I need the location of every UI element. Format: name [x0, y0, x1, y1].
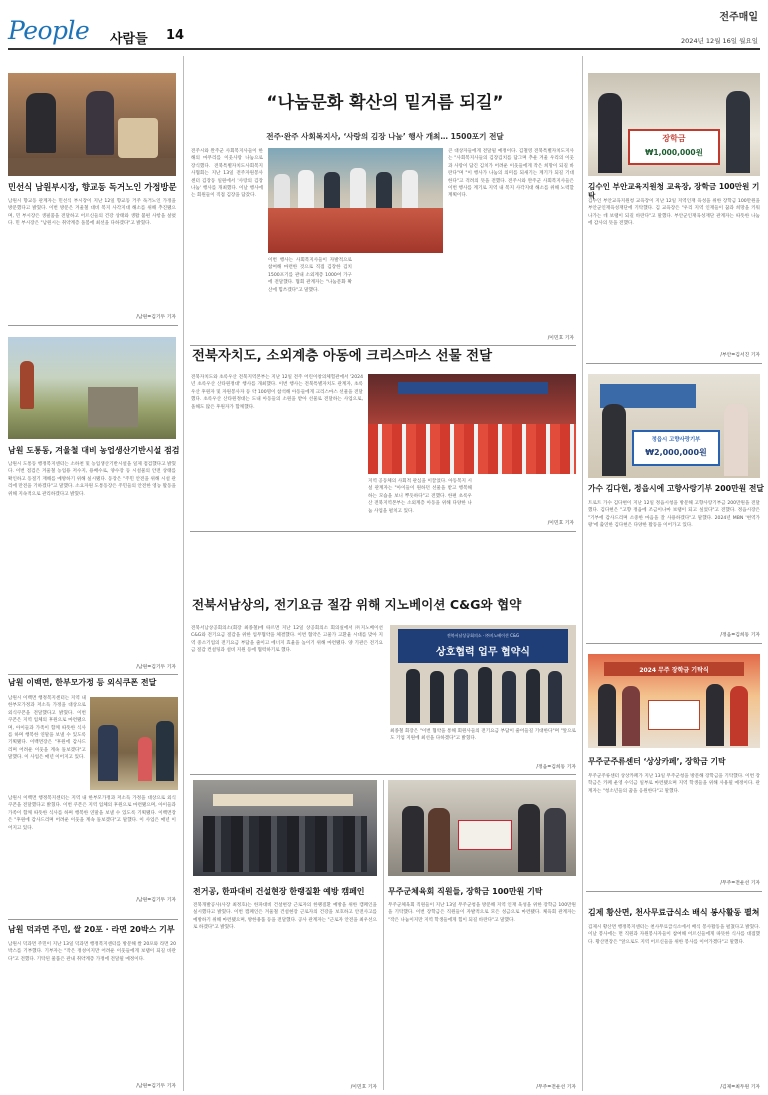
- byline-right-2: /정읍=김희동 기자: [720, 633, 760, 638]
- photo-sports-scholarship: [388, 780, 576, 876]
- headline-bottom-1: 전거공, 한파대비 건설현장 한랭질환 예방 캠페인: [193, 887, 365, 896]
- photo-cold-campaign: [193, 780, 377, 876]
- byline-left-4: /남원=김기두 기자: [136, 1084, 176, 1089]
- byline-bottom-1: /이민호 기자: [350, 1085, 377, 1090]
- photo-education-scholarship: [588, 73, 760, 176]
- byline-left-2: /남원=김기두 기자: [136, 665, 176, 670]
- byline-bottom-2: /무주=전운선 기자: [536, 1085, 576, 1090]
- byline-left-1: /남원=김기두 기자: [136, 315, 176, 320]
- section-logo: People: [8, 16, 90, 45]
- check-label-1: 장학금: [662, 134, 686, 143]
- byline-left-3: /남원=김기두 기자: [136, 898, 176, 903]
- byline-right-3: /무주=전운선 기자: [720, 881, 760, 886]
- headline-bottom-3: 김제 황산면, 천사무료급식소 배식 봉사활동 펼쳐: [588, 908, 760, 917]
- body-right-3: 무주군주류센터 상상카페가 지난 13일 무주군청을 방문해 장학금을 기탁했다. 이번 장학금은 카페 운영 수익금 일부로 마련됐으며 지역 학생들을 위해 사용될 예정이다. 관계자는 "청소년들의 꿈을 응원한다"고 말했다.: [588, 774, 760, 794]
- headline-left-3: 남원 이백면, 한부모가정 등 외식쿠폰 전달: [8, 678, 157, 687]
- headline-right-2: 가수 김다현, 정읍시에 고향사랑기부 200만원 전달: [588, 484, 764, 493]
- check-amount-1: ₩1,000,000원: [645, 148, 703, 157]
- check-board-2: [632, 430, 720, 466]
- cafe-banner-text: 2024 무주 장학금 기탁식: [639, 667, 709, 674]
- mou-banner-org: 전북서남상공회의소 · ㈜지노베이션 C&G: [446, 633, 520, 638]
- photo-kimchi-event: [268, 148, 443, 253]
- mou-banner-title: 상호협력 업무 협약식: [436, 647, 530, 658]
- paper-name: 전주매일: [719, 12, 758, 23]
- photo-cafe-scholarship: [588, 654, 760, 748]
- headline-bottom-2: 무주군체육회 직원들, 장학금 100만원 기탁: [388, 887, 543, 896]
- check-label-2: 정읍시 고향사랑기부: [651, 437, 701, 443]
- photo-singer-donation: [588, 374, 760, 478]
- photo-coupon-delivery: [90, 697, 178, 790]
- body-left-3-cont: 남원시 이백면 행정복지센터는 지역 내 한부모가정과 저소득 가정을 대상으로 외식쿠폰을 전달했다고 밝혔다. 이번 쿠폰은 지역 업체의 후원으로 마련됐으며, 아이들과 가족이 함께 따뜻한 식사를 하며 행복한 연말을 보낼 수 있도록 기획됐다. 이백면장은 "후원에 감사드리며 어려운 이웃을 계속 돌보겠다"고 말했다. 이 사업은 매년 이어지고 있다.: [8, 796, 176, 831]
- photo-home-visit: [8, 73, 176, 176]
- masthead-rule: [8, 48, 760, 50]
- lead-col-1: 전주시와 완주군 사회복지사들이 한 해의 마무리를 이웃사랑 나눔으로 장식했다. 전북특별자치도사회복지사협회는 지난 13일 전주자원봉사센터 김장동 일원에서 '사랑의 김장 나눔' 행사를 개최했다. 이날 행사에는 회원들이 직접 김장을 담갔다.: [191, 149, 263, 199]
- body-left-3: 남원시 이백면 행정복지센터는 지역 내 한부모가정과 저소득 가정을 대상으로 외식쿠폰을 전달했다고 밝혔다. 이번 쿠폰은 지역 업체의 후원으로 마련됐으며, 아이들과 가족이 함께 따뜻한 식사를 하며 행복한 연말을 보낼 수 있도록 기획됐다. 이백면장은 "후원에 감사드리며 어려운 이웃을 계속 돌보겠다"고 말했다. 이 사업은 매년 이어지고 있다.: [8, 696, 86, 761]
- body-left-1: 남원시 향교동 관계자는 민선식 부시장이 지난 12일 향교동 거주 독거노인 가정을 방문했다고 밝혔다. 이번 방문은 겨울철 대비 복지 사각지대 해소를 위해 추진됐으며, 민 부시장은 생필품을 전달하고 어르신들의 건강 상태와 생활 불편 사항을 살폈다. 민 부시장은 "남원시는 취약계층 돌봄에 최선을 다하겠다"고 밝혔다.: [8, 199, 176, 227]
- photo-christmas-gifts: [368, 374, 576, 474]
- section-name: 사람들: [110, 32, 148, 47]
- cafe-banner: [604, 662, 744, 676]
- body-left-4: 남원시 덕과면 주민이 지난 13일 덕과면 행정복지센터를 방문해 쌀 20포와 라면 20박스를 기부했다. 기부자는 "작은 정성이지만 어려운 이웃들에게 보탬이 되길 바란다"고 전했다. 기탁된 물품은 관내 취약계층 가정에 전달될 예정이다.: [8, 942, 176, 962]
- headline-right-3: 무주군주류센터 ‘상상카페’, 장학금 기탁: [588, 757, 726, 766]
- body-right-1: 김수인 부안교육지원청 교육장이 지난 12일 지역인재 육성을 위한 장학금 100만원을 부안군인재육성재단에 기탁했다. 김 교육장은 "우리 지역 인재들이 꿈과 희망을 키워 나가는 데 보탬이 되길 바란다"고 말했다. 부안군인재육성재단 관계자는 따뜻한 나눔에 감사의 뜻을 전했다.: [588, 199, 760, 227]
- body-bottom-1: 전북개발공사(사장 최정호)는 한파대비 건설현장 근로자의 한랭질환 예방을 위한 캠페인을 실시했다고 밝혔다. 이번 캠페인은 겨울철 건설현장 근로자의 건강을 보호하고 안전사고를 예방하기 위해 마련됐으며, 방한용품 등을 전달했다. 공사 관계자는 "근로자 안전을 최우선으로 하겠다"고 밝혔다.: [193, 903, 377, 931]
- byline-bottom-3: /김제=최두원 기자: [720, 1085, 760, 1090]
- headline-mid-2: 전북서남상의, 전기요금 절감 위해 지노베이션 C&G와 협약: [192, 597, 522, 612]
- check-amount-2: ₩2,000,000원: [645, 448, 707, 457]
- lead-col-3: 큰 대상자들에게 전달될 예정이다. 김철영 전북특별자치도지사는 "사회복지사들의 김장김치를 담그며 추운 겨울 우리의 이웃과 사랑이 담긴 김치가 어려운 이웃들에게 작은 희망이 되길 바란다"며 "이 행사가 나눔의 의미를 되새기는 계기가 되길 기대한다"고 격려의 뜻을 전했다. 전주시와 완주군 사회복지사들은 이번 행사를 계기로 지역 내 복지 사각지대 해소를 위해 노력할 계획이다.: [448, 149, 574, 199]
- headline-left-1: 민선식 남원부시장, 향교동 독거노인 가정방문: [8, 182, 177, 192]
- body-bottom-3: 김제시 황산면 행정복지센터는 천사무료급식소에서 배식 봉사활동을 펼쳤다고 밝혔다. 이날 봉사에는 면 직원과 자원봉사자들이 참여해 어르신들에게 따뜻한 식사를 대접했다. 황산면장은 "앞으로도 지역 어르신들을 위한 봉사를 이어가겠다"고 말했다.: [588, 925, 760, 945]
- lead-col-2: 이번 행사는 사회복지사들이 자발적으로 참여해 마련한 것으로 직접 김장한 김치 1500포기를 관내 소외계층 1000여 가구에 전달했다. 협회 관계자는 "나눔문화 확산에 힘쓰겠다"고 말했다.: [268, 258, 352, 293]
- photo-facility-inspection: [8, 337, 176, 439]
- headline-left-2: 남원 도통동, 겨울철 대비 농업생산기반시설 점검: [8, 446, 180, 455]
- lead-byline: /이민호 기자: [547, 336, 574, 341]
- lead-subhead: 전주·완주 사회복지사, ‘사랑의 김장 나눔’ 행사 개최… 1500포기 전달: [266, 132, 504, 141]
- body-right-2: 트로트 가수 김다현이 지난 12일 정읍시청을 방문해 고향사랑기부금 200만원을 전달했다. 김다현은 "고향 정읍에 조금이나마 보탬이 되고 싶었다"고 전했다. 정읍시장은 "기부에 감사드리며 소중한 마음을 잘 사용하겠다"고 말했다. 2024년 MBN '현역가왕'에 출연한 김다현은 다양한 활동을 이어가고 있다.: [588, 501, 760, 529]
- byline-right-1: /부안=김서진 기자: [720, 353, 760, 358]
- check-board-1: [628, 129, 720, 165]
- body-mid-1-col2: 지역 공동체의 사회적 관심을 이끌었다. 아동복지 시설 관계자는 "아이들이 원하던 선물을 받고 행복해하는 모습을 보니 뿌듯하다"고 전했다. 한편 초록우산 전북지역본부는 소외계층 아동을 위해 다양한 나눔 사업을 펼치고 있다.: [368, 479, 472, 514]
- body-mid-2-col2: 최종철 회장은 "이번 협약을 통해 회원사들의 전기요금 부담이 줄어들길 기대한다"며 "앞으로도 기업 지원에 최선을 다하겠다"고 밝혔다.: [390, 729, 576, 742]
- lead-headline: “나눔문화 확산의 밑거름 되길”: [266, 93, 504, 113]
- body-bottom-2: 무주군체육회 직원들이 지난 13일 무주군청을 방문해 지역 인재 육성을 위한 장학금 100만원을 기탁했다. 이번 장학금은 직원들이 자발적으로 모은 성금으로 마련됐다. 체육회 관계자는 "작은 나눔이지만 지역 학생들에게 힘이 되길 바란다"고 말했다.: [388, 903, 576, 923]
- issue-date: 2024년 12월 16일 월요일: [681, 37, 758, 45]
- body-mid-1-col1: 전북자치도와 초록우산 전북지역본부는 지난 12일 전주 어린이창의체험관에서 '2024년 초록우산 산타원정대' 행사를 개최했다. 이번 행사는 전북특별자치도 관계자, 초록우산 후원자 및 자원봉사자 등 약 100명이 참석해 아동들에게 크리스마스 선물을 전달했다. 초록우산 산타원정대는 도내 아동들의 소원을 받아 선물로 전달하는 사업으로, 올해도 많은 후원자가 함께했다.: [191, 375, 363, 410]
- page-number: 14: [166, 28, 185, 43]
- photo-mou-signing: [390, 625, 576, 725]
- body-left-2: 남원시 도통동 행정복지센터는 소하천 및 농업생산기반시설을 일제 점검했다고 밝혔다. 이번 점검은 겨울철 농업용 저수지, 용배수로, 양수장 등 시설물의 안전 상태를 확인하고 동절기 재해를 예방하기 위해 실시됐다. 동장은 "주민 안전을 위해 시설 관리에 만전을 기하겠다"고 말했다. 소요자원 도통동장은 주민들의 안전한 영농 활동을 위해 지속적으로 관리하겠다고 밝혔다.: [8, 462, 176, 497]
- mou-banner: [398, 629, 568, 663]
- byline-mid-2: /정읍=김희동 기자: [536, 765, 576, 770]
- headline-right-1: 김수인 부안교육지원청 교육장, 장학금 100만원 기탁: [588, 182, 760, 201]
- headline-mid-1: 전북자치도, 소외계층 아동에 크리스마스 선물 전달: [192, 349, 493, 364]
- byline-mid-1: /이민호 기자: [547, 521, 574, 526]
- headline-left-4: 남원 덕과면 주민, 쌀 20포 · 라면 20박스 기부: [8, 925, 175, 934]
- body-mid-2-col1: 전북서남상공회의소(회장 최종철)에 따르면 지난 12일 상공회의소 회의실에서 ㈜지노베이션 C&G와 전기요금 절감을 위한 업무협약을 체결했다. 이번 협약은 고물가 고환율 시대를 맞아 지역 중소기업의 전기요금 부담을 줄이고 에너지 효율을 높이기 위해 마련됐다. 양 기관은 전기요금 절감 컨설팅과 설비 지원 등에 협력하기로 했다.: [191, 626, 383, 654]
